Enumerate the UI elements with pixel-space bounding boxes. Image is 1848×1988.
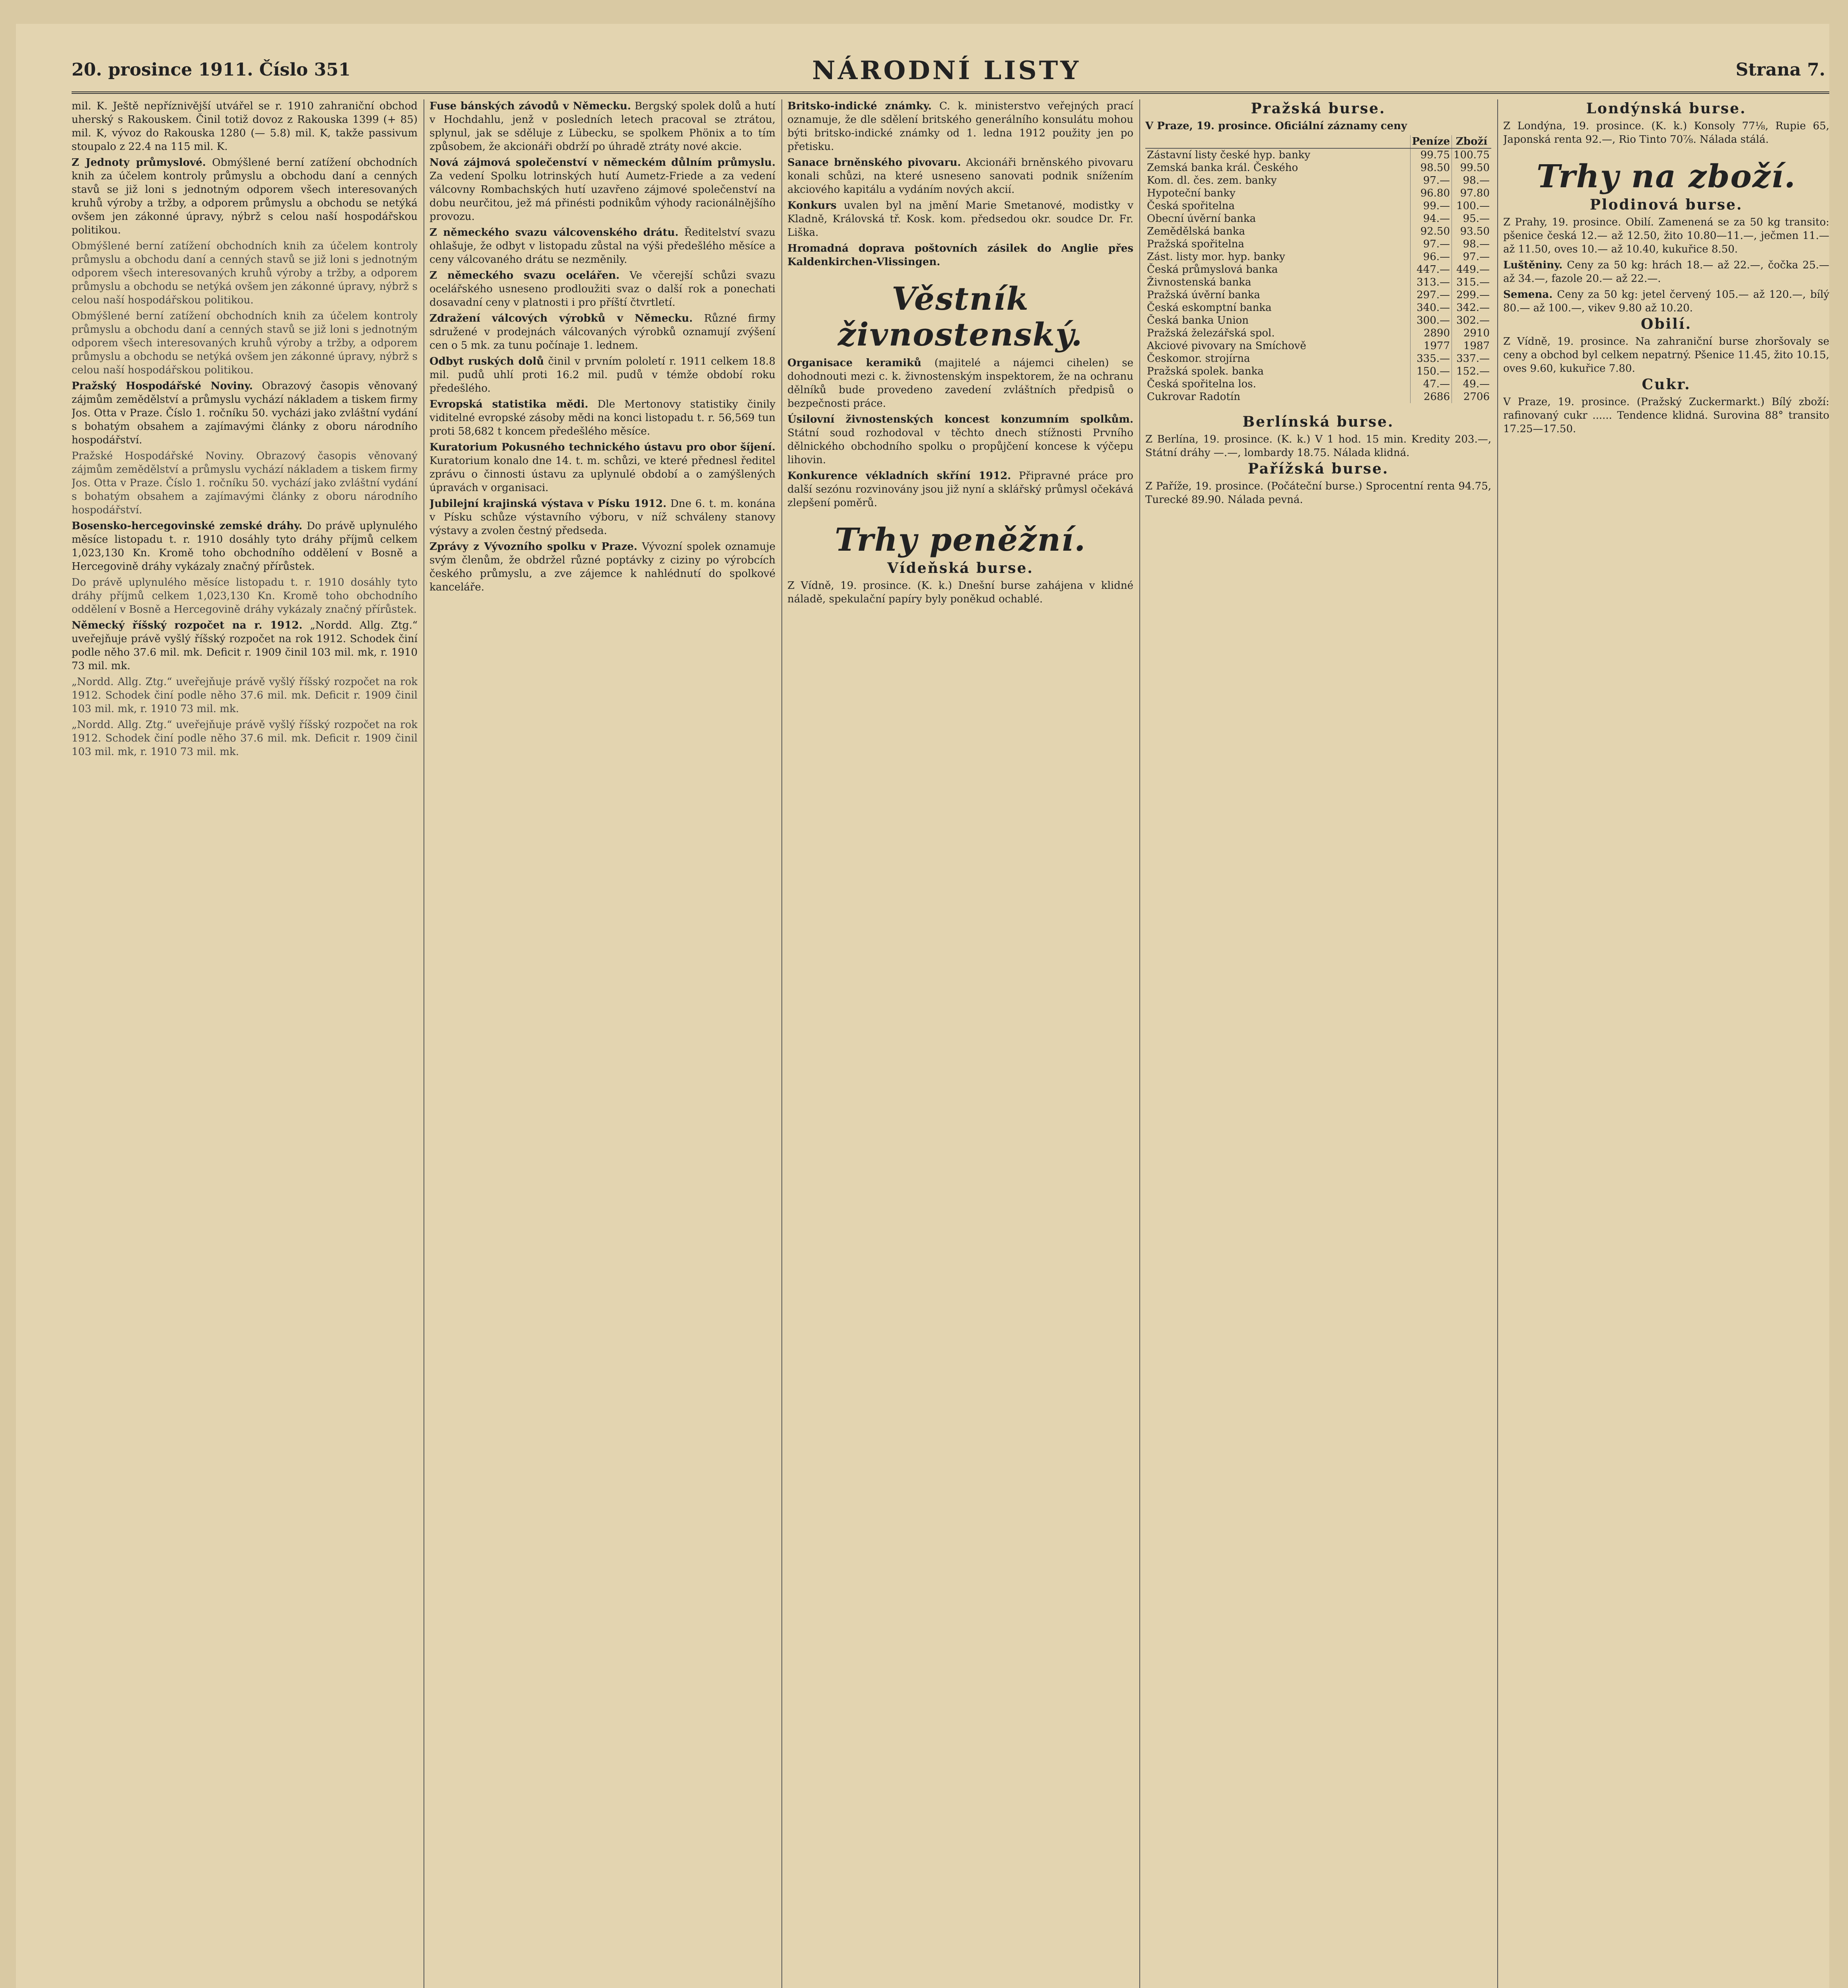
page-number: Strana 7. — [1735, 60, 1825, 80]
quote-row — [1145, 161, 1491, 174]
quote-bid: 2686 — [1410, 390, 1452, 403]
article-paragraph: Do právě uplynulého měsíce listopadu t. r. 1910 dosáhly tyto dráhy příjmů celkem 1,023,130 Kn. Kromě toho obchodního oddělení v Bosně a Hercegovině dráhy vykázaly značný přírůstek. — [72, 520, 418, 573]
article-paragraph: uvalen byl na jmění Marie Smetanové, modistky v Kladně, Královská tř. Kosk. kom. předsedou okr. soudce Dr. Fr. Liška. — [787, 200, 1133, 239]
quote-bid: 96.80 — [1410, 187, 1452, 200]
quote-ask: 449.— — [1456, 264, 1490, 276]
article-heading: Pražský Hospodářské Noviny. — [72, 380, 253, 392]
quote-row — [1145, 378, 1491, 390]
quote-row — [1145, 174, 1491, 187]
section-subtitle-berlinska-burse: Berlínská burse. — [1242, 414, 1394, 430]
quote-security-name: Zástavní listy české hyp. banky — [1145, 148, 1410, 161]
quote-bid: 94.— — [1410, 212, 1452, 225]
quote-row — [1145, 276, 1491, 289]
quote-bid: 313.— — [1410, 276, 1452, 289]
quote-security-name: Pražská úvěrní banka — [1145, 289, 1410, 301]
quote-row — [1145, 327, 1491, 340]
quote-ask: 98.— — [1463, 175, 1490, 186]
article-heading: Organisace keramiků — [787, 357, 921, 369]
quote-column-header: Peníze — [1410, 135, 1452, 148]
quote-bid: 99.75 — [1410, 148, 1452, 161]
article-paragraph: Ve včerejší schůzi svazu ocelářského usneseno prodloužiti svaz o další rok a ponechati dosavadní ceny v platnosti i pro příští čtvrtletí. — [429, 270, 775, 309]
column-1: mil. K. Ještě nepříznivější utvářel se r. 1910 zahraniční obchod uherský s Rakouskem. Činil totiž dovoz z Rakouska 1399 (+ 85) mil. K, vývoz do Rakouska 1280 (— 5.8) mil. K, takže passivum stoupalo z 22.4 na 115 mil. K. Z Jednoty průmyslové. Obmýšlené berní zatížení obchodních knih za účelem kontroly průmyslu a obchodu daní a cenných stavů se již loni s jednotným odporem všech interesovaných kruhů výroby a tržby, a odporem průmyslu a obchodu se netýká ovšem jen zákonné úpravy, nýbrž s celou naší hospodářskou politikou. Obmýšlené berní zatížení obchodních knih za účelem kontroly průmyslu a obchodu daní a cenných stavů se již loni s jednotným odporem všech interesovaných kruhů výroby a tržby, a odporem průmyslu a obchodu se netýká ovšem jen zákonné úpravy, nýbrž s celou naší hospodářskou politikou. Obmýšlené berní zatížení obchodních knih za účelem kontroly průmyslu a obchodu daní a cenných stavů se již loni s jednotným odporem všech interesovaných kruhů výroby a tržby, a odporem průmyslu a obchodu se netýká ovšem jen zákonné úpravy, nýbrž s celou naší hospodářskou politikou. Pražský Hospodářské Noviny. Obrazový časopis věnovaný zájmům zemědělství a průmyslu vychází nákladem a tiskem firmy Jos. Otta v Praze. Číslo 1. ročníku 50. vycházi jako zvláštní vydání s bohatým obsahem a zajímavými články z oboru národního hospodářství. Pražské Hospodářské Noviny. Obrazový časopis věnovaný zájmům zemědělství a průmyslu vychází nákladem a tiskem firmy Jos. Otta v Praze. Číslo 1. ročníku 50. vychází jako zvláštní vydání s bohatým obsahem a zajímavými články z oboru národního hospodářství. Bosensko-hercegovinské zemské dráhy. Do právě uplynulého měsíce listopadu t. r. 1910 dosáhly tyto dráhy příjmů celkem 1,023,130 Kn. Kromě toho obchodního oddělení v Bosně a Hercegovině dráhy vykázaly značný přírůstek. Do právě uplynulého měsíce listopadu t. r. 1910 dosáhly tyto dráhy příjmů celkem 1,023,130 Kn. Kromě toho obchodního oddělení v Bosně a Hercegovině dráhy vykázaly značný přírůstek. Německý říšský rozpočet na r. 1912. „Nordd. Allg. Ztg.“ uveřejňuje právě vyšlý říšský rozpočet na rok 1912. Schodek činí podle něho 37.6 mil. mk. Deficit r. 1909 činil 103 mil. mk, r. 1910 73 mil. mk. „Nordd. Allg. Ztg.“ uveřejňuje právě vyšlý říšský rozpočet na rok 1912. Schodek činí podle něho 37.6 mil. mk. Deficit r. 1909 činil 103 mil. mk, r. 1910 73 mil. mk. „Nordd. Allg. Ztg.“ uveřejňuje právě vyšlý říšský rozpočet na rok 1912. Schodek činí podle něho 37.6 mil. mk. Deficit r. 1909 činil 103 mil. mk, r. 1910 73 mil. mk. — [72, 100, 418, 758]
article-paragraph: Obrazový časopis věnovaný zájmům zemědělství a průmyslu vychází nákladem a tiskem firmy Jos. Otta v Praze. Číslo 1. ročníku 50. vycházi jako zvláštní vydání s bohatým obsahem a zajímavými články z oboru národního hospodářství. — [72, 380, 418, 446]
quote-ask: 2910 — [1463, 327, 1490, 339]
quote-bid: 447.— — [1410, 263, 1452, 276]
quote-security-name: Pražská železářská spol. — [1145, 327, 1410, 340]
article-heading: Zdražení válcových výrobků v Německu. — [429, 313, 693, 324]
quote-bid: 99.— — [1410, 200, 1452, 212]
quote-row — [1145, 238, 1491, 250]
article-heading: Sanace brněnského pivovaru. — [787, 157, 961, 169]
quote-security-name: Akciové pivovary na Smíchově — [1145, 340, 1410, 352]
article-heading: Z Jednoty průmyslové. — [72, 157, 206, 169]
article-heading: Konkurs — [787, 200, 837, 212]
article-paragraph: činil v prvním pololetí r. 1911 celkem 18.8 mil. pudů uhlí proti 16.2 mil. pudů v témže období roku předešlého. — [429, 355, 775, 394]
quote-row — [1145, 225, 1491, 238]
quote-ask: 152.— — [1456, 365, 1490, 377]
quote-ask: 97.— — [1463, 251, 1490, 263]
quote-row — [1145, 340, 1491, 352]
quote-security-name: Cukrovar Radotín — [1145, 390, 1410, 403]
quote-security-name: Pražská spořitelna — [1145, 238, 1410, 250]
quote-bid: 1977 — [1410, 340, 1452, 352]
quote-table — [1145, 135, 1491, 403]
section-subtitle-obili: Obilí. — [1640, 316, 1692, 332]
article-heading: Z německého svazu válcovenského drátu. — [429, 227, 679, 239]
quote-ask: 98.— — [1463, 238, 1490, 250]
section-subtitle-cukr: Cukr. — [1642, 376, 1691, 393]
column-5 — [1503, 99, 1829, 1988]
article-heading: Z německého svazu ocelářen. — [429, 270, 620, 282]
column-divider — [1139, 99, 1140, 1988]
article-paragraph: C. k. ministerstvo veřejných prací oznamuje, že dle sdělení britského generálního konsulátu mohou býti britsko-indické známky od 1. ledna 1912 použity jen po přetisku. — [787, 100, 1133, 153]
quote-bid: 300.— — [1410, 314, 1452, 327]
quote-security-name: Česká spořitelna los. — [1145, 378, 1410, 390]
notice-heading: Hromadná doprava poštovních zásilek do Anglie přes Kaldenkirchen-Vlissingen. — [787, 243, 1133, 268]
article-heading: Zprávy z Vývozního spolku v Praze. — [429, 541, 637, 553]
quote-bid: 98.50 — [1410, 161, 1452, 174]
article-heading: Jubilejní krajinská výstava v Písku 1912. — [429, 498, 667, 510]
article-heading: Evropská statistika mědi. — [429, 398, 589, 410]
article-paragraph: Akcionáři brněnského pivovaru konali schůzi, na které usneseno sanovati podnik snížením akciového kapitálu a vydáním nových akcií. — [787, 157, 1133, 196]
column-2 — [429, 99, 775, 1988]
quote-security-name: Česká spořitelna — [1145, 200, 1410, 212]
article-paragraph: Ředitelství svazu ohlašuje, že odbyt v listopadu zůstal na výši předešlého měsíce a ceny válcovaného drátu se nezměnily. — [429, 227, 775, 266]
quote-row — [1145, 390, 1491, 403]
quote-security-name: Česká průmyslová banka — [1145, 263, 1410, 276]
quote-ask: 49.— — [1463, 378, 1490, 390]
quote-security-name: Živnostenská banka — [1145, 276, 1410, 289]
quote-row — [1145, 250, 1491, 263]
article-paragraph: Z Londýna, 19. prosince. (K. k.) Konsoly 77⅛, Rupie 65, Japonská renta 92.—, Rio Tinto 70⅞. Nálada stálá. — [1503, 120, 1829, 146]
article-heading: Semena. — [1503, 289, 1553, 301]
section-subtitle: Vídeňská burse. — [887, 560, 1034, 577]
section-subtitle-parizska-burse: Pařížská burse. — [1248, 460, 1389, 477]
quote-column-header: Zboží — [1452, 135, 1491, 148]
quote-ask: 2706 — [1463, 391, 1490, 403]
article-heading: Britsko-indické známky. — [787, 100, 932, 112]
article-heading: Konkurence vékladních skříní 1912. — [787, 470, 1011, 482]
article-paragraph: mil. K. Ještě nepříznivější utvářel se r. 1910 zahraniční obchod uherský s Rakouskem. Činil totiž dovoz z Rakouska 1399 (+ 85) mil. K, vývoz do Rakouska 1280 (— 5.8) mil. K, takže passivum stoupalo z 22.4 na 115 mil. K. — [72, 100, 418, 153]
page-header — [72, 56, 1829, 94]
quote-row — [1145, 352, 1491, 365]
quote-bid: 150.— — [1410, 365, 1452, 378]
section-subtitle-prazska-burse: Pražská burse. — [1251, 100, 1386, 117]
quote-bid: 335.— — [1410, 352, 1452, 365]
article-heading: Odbyt ruských dolů — [429, 355, 544, 367]
column-divider — [1497, 99, 1498, 1988]
article-paragraph: Bergský spolek dolů a hutí v Hochdahlu, jenž v posledních letech pracoval se ztrátou, splynul, jak se sděluje z Lübecku, se spolkem Phönix a to tím způsobem, že akcionáři obdrží po úhradě ztráty nové akcie. — [429, 100, 775, 153]
quote-column-header — [1145, 135, 1410, 148]
quote-ask: 337.— — [1456, 353, 1490, 365]
article-heading: Bosensko-hercegovinské zemské dráhy. — [72, 520, 303, 532]
issue-date: 20. prosince 1911. Číslo 351 — [72, 60, 351, 80]
quote-bid: 97.— — [1410, 174, 1452, 187]
article-heading: Německý říšský rozpočet na r. 1912. — [72, 619, 303, 631]
quote-ask: 93.50 — [1460, 225, 1490, 237]
quote-row — [1145, 314, 1491, 327]
article-paragraph: (majitelé a nájemci cihelen) se dohodnouti mezi c. k. živnostenským inspektorem, že na ochranu dělníků bude provedeno zavedení zvláštních předpisů o bezpečnosti práce. — [787, 357, 1133, 410]
quote-bid: 92.50 — [1410, 225, 1452, 238]
quote-bid: 97.— — [1410, 238, 1452, 250]
quote-security-name: Obecní úvěrní banka — [1145, 212, 1410, 225]
quote-row — [1145, 212, 1491, 225]
quote-row — [1145, 289, 1491, 301]
quote-security-name: Česká eskomptní banka — [1145, 301, 1410, 314]
section-title-zivnostensky: Věstník živnostenský. — [838, 280, 1083, 353]
article-heading: Nová zájmová společenství v německém důlním průmyslu. — [429, 157, 775, 169]
quote-security-name: Kom. dl. čes. zem. banky — [1145, 174, 1410, 187]
quote-table-header — [1145, 135, 1491, 148]
quote-row — [1145, 301, 1491, 314]
quote-ask: 100.75 — [1454, 149, 1490, 161]
section-subtitle-londynska-burse: Londýnská burse. — [1586, 100, 1747, 117]
quote-row — [1145, 187, 1491, 200]
quote-security-name: Hypoteční banky — [1145, 187, 1410, 200]
quote-bid: 47.— — [1410, 378, 1452, 390]
quote-security-name: Pražská spolek. banka — [1145, 365, 1410, 378]
article-paragraph: Kuratorium konalo dne 14. t. m. schůzi, ve které přednesl ředitel zprávu o činnosti ústavu za uplynulé období a o zamýšlených úpravách v organisaci. — [429, 455, 775, 494]
article-paragraph: Dle Mertonovy statistiky činily viditelné evropské zásoby mědi na konci listopadu t. r. 56,569 tun proti 58,682 t koncem předešlého měsíce. — [429, 398, 775, 437]
quote-table-caption: V Praze, 19. prosince. Oficiální záznamy ceny — [1145, 120, 1407, 132]
quote-ask: 100.— — [1456, 200, 1490, 212]
quote-ask: 299.— — [1456, 289, 1490, 301]
article-paragraph: Připravné práce pro další sezónu rozvinovány jsou již nyní a sklářský průmysl očekává zlepšení poměrů. — [787, 470, 1133, 509]
quote-ask: 302.— — [1456, 315, 1490, 326]
quote-security-name: Zást. listy mor. hyp. banky — [1145, 250, 1410, 263]
quote-bid: 340.— — [1410, 301, 1452, 314]
quote-ask: 342.— — [1456, 302, 1490, 314]
article-paragraph: Různé firmy sdružené v prodejnách válcovaných výrobků oznamují zvýšení cen o 5 mk. za tunu počínaje 1. lednem. — [429, 313, 775, 351]
quote-security-name: Zemská banka král. Českého — [1145, 161, 1410, 174]
column-3 — [787, 99, 1133, 1988]
quote-security-name: Českomor. strojírna — [1145, 352, 1410, 365]
quote-bid: 96.— — [1410, 250, 1452, 263]
section-subtitle: Plodinová burse. — [1590, 196, 1743, 213]
quote-row — [1145, 200, 1491, 212]
article-paragraph: Dne 6. t. m. konána v Písku schůze výstavního výboru, v níž schváleny stanovy výstavy a zvolen čestný předseda. — [429, 498, 775, 537]
article-paragraph: Ceny za 50 kg: hrách 18.— až 22.—, čočka 25.— až 34.—, fazole 20.— až 22.—. — [1503, 259, 1829, 285]
quote-row — [1145, 263, 1491, 276]
column-divider — [781, 99, 782, 1988]
quote-row — [1145, 148, 1491, 161]
quote-bid: 297.— — [1410, 289, 1452, 301]
article-paragraph: Z Paříže, 19. prosince. (Počáteční burse.) Sprocentní renta 94.75, Turecké 89.90. Nálada pevná. — [1145, 480, 1491, 506]
article-paragraph: Státní soud rozhodoval v těchto dnech stížnosti Prvního dělnického obchodního spolku o propůjčení koncese k výčepu lihovin. — [787, 427, 1133, 466]
article-paragraph: V Praze, 19. prosince. (Pražský Zuckermarkt.) Bílý zboží: rafinovaný cukr ...... Tendence klidná. Surovina 88° transito 17.25—17.50. — [1503, 396, 1829, 435]
article-paragraph: Vývozní spolek oznamuje svým členům, že obdržel různé poptávky z ciziny po výrobcích českého průmyslu, a zve zájemce k nahlédnutí do spolkové kanceláře. — [429, 541, 775, 593]
article-heading: Luštěniny. — [1503, 259, 1563, 271]
page-body — [72, 99, 1829, 1988]
article-heading: Úsilovní živnostenských koncest konzumním spolkům. — [787, 414, 1133, 425]
article-paragraph: Ceny za 50 kg: jetel červený 105.— až 120.—, bílý 80.— až 100.—, vikev 9.80 až 10.20. — [1503, 289, 1829, 314]
section-title-trhy-penezni: Trhy peněžní. — [834, 521, 1086, 558]
newspaper-page — [16, 24, 1829, 1988]
section-title-trhy-na-zbozi: Trhy na zboží. — [1536, 157, 1796, 195]
quote-row — [1145, 365, 1491, 378]
article-heading: Fuse bánských závodů v Německu. — [429, 100, 631, 112]
quote-ask: 315.— — [1456, 276, 1490, 288]
quote-ask: 97.80 — [1460, 187, 1490, 199]
quote-security-name: Zemědělská banka — [1145, 225, 1410, 238]
quote-bid: 2890 — [1410, 327, 1452, 340]
article-heading: Kuratorium Pokusného technického ústavu pro obor šíjení. — [429, 441, 775, 453]
article-paragraph: Z Berlína, 19. prosince. (K. k.) V 1 hod. 15 min. Kredity 203.—, Státní dráhy —.—, lombardy 18.75. Nálada klidná. — [1145, 433, 1491, 459]
quote-ask: 99.50 — [1460, 162, 1490, 174]
article-paragraph: Z Vídně, 19. prosince. (K. k.) Dnešní burse zahájena v klidné náladě, spekulační papíry byly poněkud ochablé. — [787, 580, 1133, 605]
article-paragraph: Z Vídně, 19. prosince. Na zahraniční burse zhoršovaly se ceny a obchod byl celkem nepatrný. Pšenice 11.45, žito 10.15, oves 9.60, kukuřice 7.80. — [1503, 336, 1829, 375]
column-4 — [1145, 99, 1491, 1988]
article-paragraph: „Nordd. Allg. Ztg.“ uveřejňuje právě vyšlý říšský rozpočet na rok 1912. Schodek činí podle něho 37.6 mil. mk. Deficit r. 1909 činil 103 mil. mk, r. 1910 73 mil. mk. — [72, 619, 418, 672]
quote-ask: 95.— — [1463, 213, 1490, 225]
article-paragraph: Z Prahy, 19. prosince. Obilí. Zamenená se za 50 kg transito: pšenice česká 12.— až 12.50, žito 10.80—11.—, ječmen 11.— až 11.50, oves 10.— až 10.40, kukuřice 8.50. — [1503, 216, 1829, 255]
quote-ask: 1987 — [1463, 340, 1490, 352]
article-paragraph: Za vedení Spolku lotrinských hutí Aumetz-Friede a za vedení válcovny Rombachských hutí uzavřeno zájmové společenství na dobu neurčitou, jež má přinésti podnikům výhody racionálnějšího provozu. — [429, 170, 775, 223]
article-paragraph: Obmýšlené berní zatížení obchodních knih za účelem kontroly průmyslu a obchodu daní a cenných stavů se již loni s jednotným odporem všech interesovaných kruhů výroby a tržby, a odporem průmyslu a obchodu se netýká ovšem jen zákonné úpravy, nýbrž s celou naší hospodářskou politikou. — [72, 157, 418, 236]
masthead-title: NÁRODNÍ LISTY — [812, 56, 1081, 85]
quote-security-name: Česká banka Union — [1145, 314, 1410, 327]
